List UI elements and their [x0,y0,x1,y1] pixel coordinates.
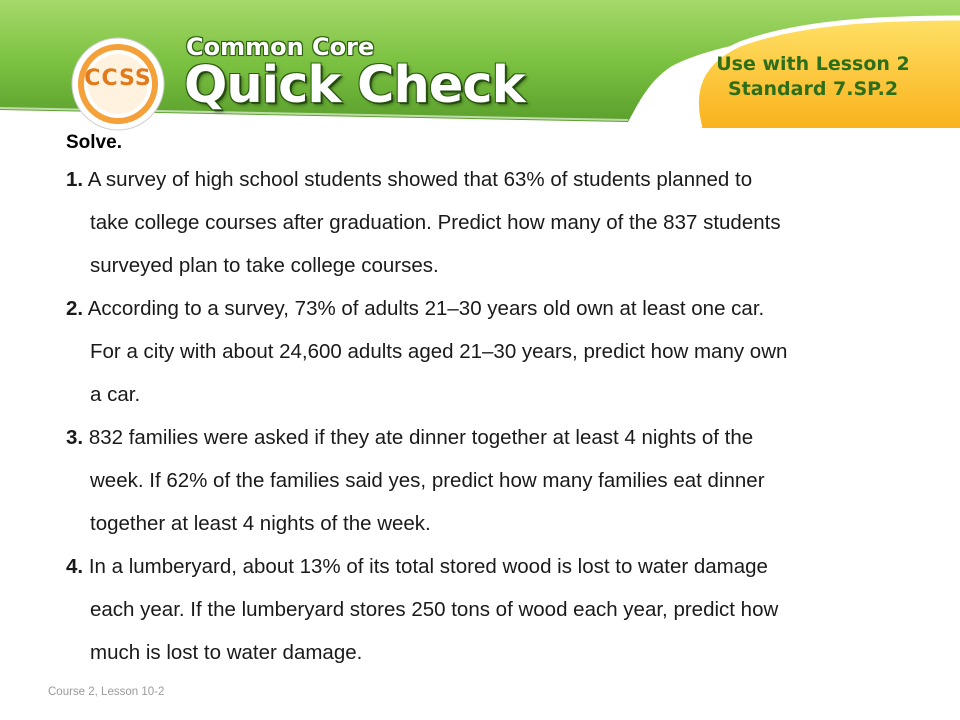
problem-line [66,158,926,201]
instruction-heading: Solve. [66,132,122,153]
ccss-badge [70,36,166,132]
problem-number: 1. [66,168,84,191]
header-subtitle: Common Core [186,33,375,61]
problem-2 [66,287,926,416]
problem-line [66,545,926,588]
problem-line: For a city with about 24,600 adults aged 21–30 years, predict how many own [90,340,788,363]
problem-number: 2. [66,297,84,320]
problem-text: According to a survey, 73% of adults 21–30 years old own at least one car. [87,297,765,320]
problem-1 [66,158,926,287]
problem-text: A survey of high school students showed that 63% of students planned to [87,168,753,191]
problem-line: surveyed plan to take college courses. [90,254,439,277]
footer-course-lesson: Course 2, Lesson 10-2 [48,686,165,698]
badge-label: CCSS [84,66,152,91]
problem-line [66,416,926,459]
problem-content [66,128,926,674]
problem-line: together at least 4 nights of the week. [90,512,431,535]
problem-line: each year. If the lumberyard stores 250 tons of wood each year, predict how [90,598,779,621]
problem-number: 3. [66,426,84,449]
lesson-line: Use with Lesson 2 [716,53,910,75]
problem-3 [66,416,926,545]
lesson-standard-box [703,52,923,102]
problem-line: a car. [90,383,141,406]
problem-number: 4. [66,555,84,578]
problem-line: week. If 62% of the families said yes, predict how many families eat dinner [90,469,765,492]
problem-4 [66,545,926,674]
header-title: Quick Check [184,56,525,115]
problem-line: take college courses after graduation. Predict how many of the 837 students [90,211,781,234]
header-banner [0,0,960,128]
problem-text: In a lumberyard, about 13% of its total stored wood is lost to water damage [88,555,768,578]
problem-line [66,287,926,330]
problem-text: 832 families were asked if they ate dinner together at least 4 nights of the [88,426,754,449]
standard-line: Standard 7.SP.2 [727,78,899,100]
problem-line: much is lost to water damage. [90,641,363,664]
